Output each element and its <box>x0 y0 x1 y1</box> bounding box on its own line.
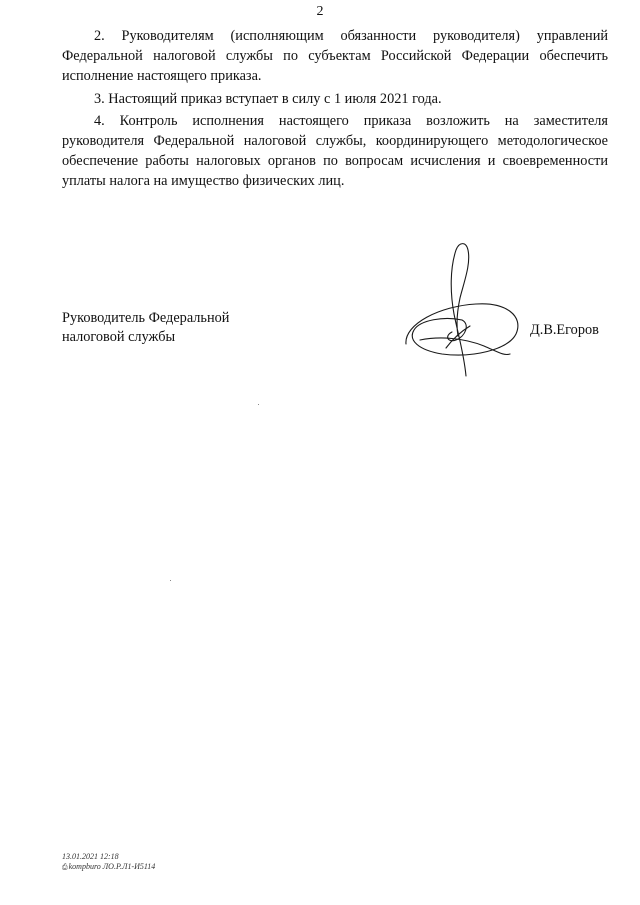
paragraph-3: 3. Настоящий приказ вступает в силу с 1 июля 2021 года. <box>94 90 442 107</box>
order-text <box>62 26 608 192</box>
signer-title-line-2: налоговой службы <box>62 329 176 345</box>
paragraph-2: 2. Руководителям (исполняющим обязанности руководителя) управлений Федеральной налоговой службы по субъектам Российской Федерации обеспечить исполнение настоящего приказа. <box>62 28 608 85</box>
footer-date-time: 13.01.2021 12:18 <box>62 852 119 861</box>
signer-title-line-1: Руководитель Федеральной <box>62 310 230 326</box>
printer-icon: ⎙ <box>62 863 68 871</box>
signer-title <box>62 309 282 347</box>
footer-document-code: kompburo ЛО.Р.Л1-И5114 <box>68 862 156 871</box>
scan-speck <box>170 580 171 581</box>
paragraph-4: 4. Контроль исполнения настоящего приказа возложить на заместителя руководителя Федеральной налоговой службы, координирующего методологическое обеспечение работы налоговых органов по вопросам исчисления и своевременности уплаты налога на имущество физических лиц. <box>62 112 608 190</box>
electronic-document-stamp <box>62 852 155 872</box>
handwritten-signature <box>400 236 530 386</box>
scan-speck <box>258 404 259 405</box>
page-number: 2 <box>316 4 324 19</box>
signer-name: Д.В.Егоров <box>530 322 599 338</box>
